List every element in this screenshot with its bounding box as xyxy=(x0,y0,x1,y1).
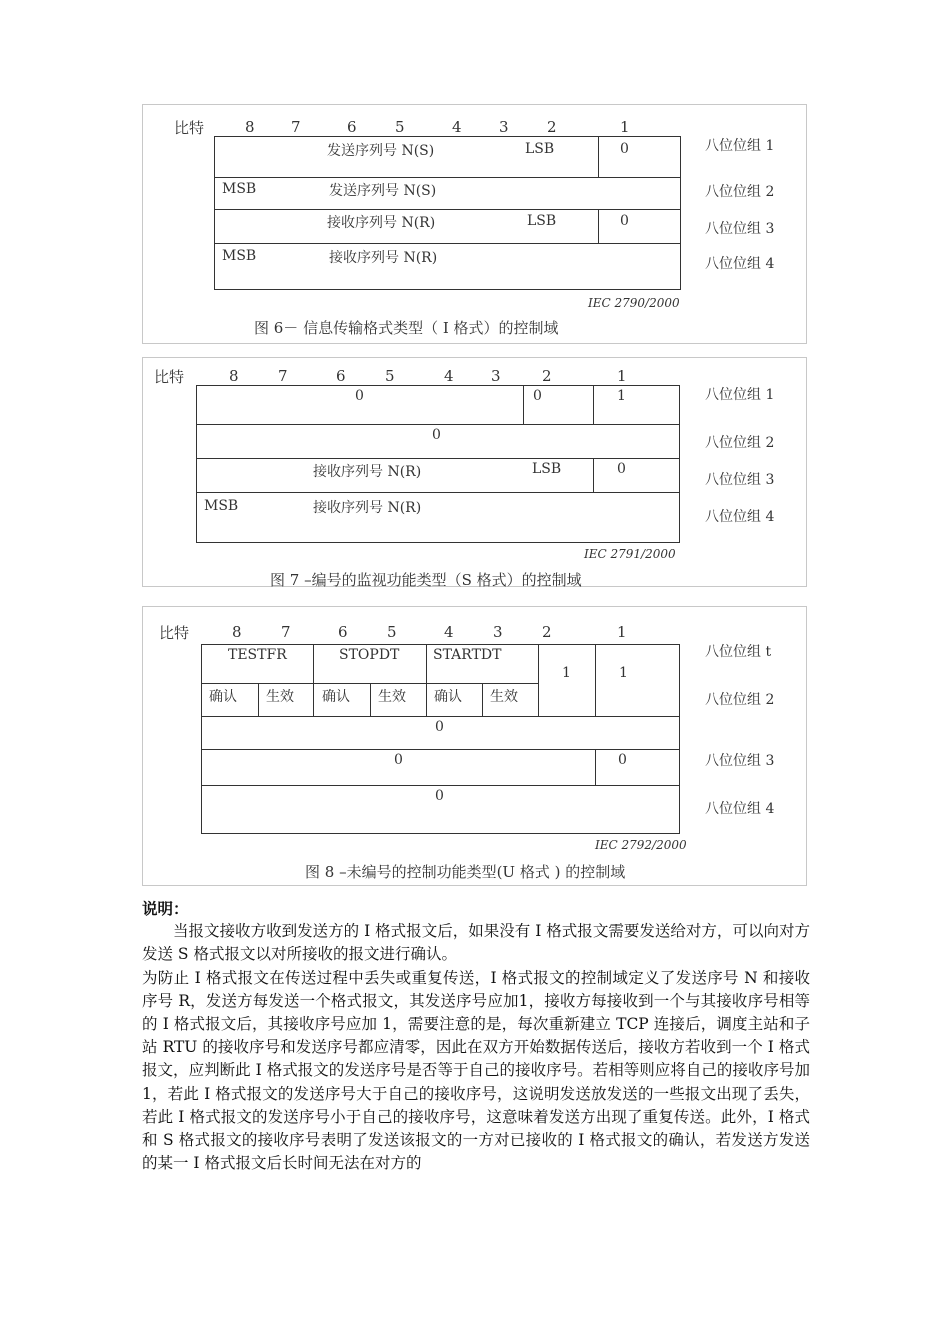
confirm-label: 确认 xyxy=(434,689,462,705)
figure-caption: 图 7 –编号的监视功能类型（S 格式）的控制域 xyxy=(270,571,582,589)
recv-seq-field: 接收序列号 N(R) xyxy=(327,215,436,231)
bit1-value: 0 xyxy=(620,141,629,157)
figure-caption: 图 8 –未编号的控制功能类型(U 格式 ) 的控制域 xyxy=(305,863,626,881)
bit-3: 3 xyxy=(493,623,503,641)
testfr-field: TESTFR xyxy=(228,647,287,663)
activate-label: 生效 xyxy=(490,689,518,705)
octet-label: 八位位组 4 xyxy=(705,801,775,817)
bit1-value: 0 xyxy=(620,213,629,229)
zero-field: 0 xyxy=(435,719,444,735)
bit-7: 7 xyxy=(281,623,291,641)
bit1-value: 0 xyxy=(617,461,626,477)
bit-4: 4 xyxy=(444,623,454,641)
bits-label: 比特 xyxy=(154,368,185,386)
activate-label: 生效 xyxy=(266,689,294,705)
zero-field: 0 xyxy=(432,427,441,443)
bit-5: 5 xyxy=(395,118,405,136)
bit-5: 5 xyxy=(387,623,397,641)
bit-1: 1 xyxy=(617,623,627,641)
zero-field: 0 xyxy=(355,388,364,404)
lsb-label: LSB xyxy=(527,213,557,229)
bit-2: 2 xyxy=(542,623,552,641)
bit-6: 6 xyxy=(347,118,357,136)
control-field-table xyxy=(214,136,681,290)
bit-6: 6 xyxy=(336,367,346,385)
bit1-value: 1 xyxy=(619,665,628,681)
recv-seq-field: 接收序列号 N(R) xyxy=(329,250,438,266)
bit-4: 4 xyxy=(444,367,454,385)
bit-8: 8 xyxy=(245,118,255,136)
bit-8: 8 xyxy=(232,623,242,641)
figure-i-format xyxy=(142,104,807,344)
octet-label: 八位位组 4 xyxy=(705,256,775,272)
lsb-label: LSB xyxy=(532,461,562,477)
iec-reference: IEC 2791/2000 xyxy=(584,547,676,561)
bit-6: 6 xyxy=(338,623,348,641)
octet-label: 八位位组 3 xyxy=(705,472,775,488)
bit-2: 2 xyxy=(547,118,557,136)
control-field-table xyxy=(201,644,680,834)
octet-label: 八位位组 3 xyxy=(705,221,775,237)
msb-label: MSB xyxy=(222,248,257,264)
send-seq-field: 发送序列号 N(S) xyxy=(327,143,435,159)
figure-u-format xyxy=(142,606,807,886)
bit-7: 7 xyxy=(278,367,288,385)
control-field-table xyxy=(196,385,680,543)
stopdt-field: STOPDT xyxy=(339,647,400,663)
msb-label: MSB xyxy=(204,498,239,514)
octet-label: 八位位组 1 xyxy=(705,387,775,403)
octet-label: 八位位组 2 xyxy=(705,435,775,451)
octet-label: 八位位组 3 xyxy=(705,753,775,769)
bit-2: 2 xyxy=(542,367,552,385)
octet-label: 八位位组 2 xyxy=(705,184,775,200)
lsb-label: LSB xyxy=(525,141,555,157)
bit-8: 8 xyxy=(229,367,239,385)
iec-reference: IEC 2790/2000 xyxy=(588,296,680,310)
figure-caption: 图 6－ 信息传输格式类型（ I 格式）的控制域 xyxy=(254,319,559,337)
figure-s-format xyxy=(142,357,807,587)
bit-7: 7 xyxy=(291,118,301,136)
bit-5: 5 xyxy=(385,367,395,385)
bit-3: 3 xyxy=(491,367,501,385)
bits-label: 比特 xyxy=(174,119,205,137)
octet-label: 八位位组 4 xyxy=(705,509,775,525)
octet-label: 八位位组 t xyxy=(705,644,772,660)
recv-seq-field: 接收序列号 N(R) xyxy=(313,464,422,480)
confirm-label: 确认 xyxy=(322,689,350,705)
explanation-heading: 说明： xyxy=(142,899,189,918)
bit2-value: 1 xyxy=(562,665,571,681)
zero-field: 0 xyxy=(435,788,444,804)
confirm-label: 确认 xyxy=(209,689,237,705)
bit1-value: 1 xyxy=(617,388,626,404)
startdt-field: STARTDT xyxy=(433,647,502,663)
activate-label: 生效 xyxy=(378,689,406,705)
octet-label: 八位位组 2 xyxy=(705,692,775,708)
zero-field: 0 xyxy=(394,752,403,768)
bit-1: 1 xyxy=(620,118,630,136)
bit-3: 3 xyxy=(499,118,509,136)
octet-label: 八位位组 1 xyxy=(705,138,775,154)
bits-label: 比特 xyxy=(159,624,190,642)
iec-reference: IEC 2792/2000 xyxy=(595,838,687,852)
send-seq-field: 发送序列号 N(S) xyxy=(329,183,437,199)
bit-4: 4 xyxy=(452,118,462,136)
bit2-value: 0 xyxy=(533,388,542,404)
paragraph-1: 当报文接收方收到发送方的 I 格式报文后，如果没有 I 格式报文需要发送给对方，可以向对方发送 S 格式报文以对所接收的报文进行确认。 xyxy=(142,922,810,964)
paragraph-2: 为防止 I 格式报文在传送过程中丢失或重复传送，I 格式报文的控制域定义了发送序号 N 和接收序号 R，发送方每发送一个格式报文，其发送序号应加1，接收方每接收到一个与其接收序号相等的 I 格式报文后，其接收序号应加 1，需要注意的是，每次重新建立 TCP 连接后，调度主站和子站 RTU 的接收序号和发送序号都应清零，因此在双方开始数据传送后，接收方若收到一个 I 格式报文，应判断此 I 格式报文的发送序号是否等于自己的接收序号。若相等则应将自己的接收序号加 1，若此 I 格式报文的发送序号大于自己的接收序号，这说明发送放发送的一些报文出现了丢失，若此 I 格式报文的发送序号小于自己的接收序号，这意味着发送方出现了重复传送。此外，I 格式和 S 格式报文的接收序号表明了发送该报文的一方对已接收的 I 格式报文的确认，若发送方发送的某一 I 格式报文后长时间无法在对方的 xyxy=(142,968,810,1173)
bit-1: 1 xyxy=(617,367,627,385)
msb-label: MSB xyxy=(222,181,257,197)
explanation-text xyxy=(142,897,810,1175)
bit1-value: 0 xyxy=(618,752,627,768)
recv-seq-field: 接收序列号 N(R) xyxy=(313,500,422,516)
